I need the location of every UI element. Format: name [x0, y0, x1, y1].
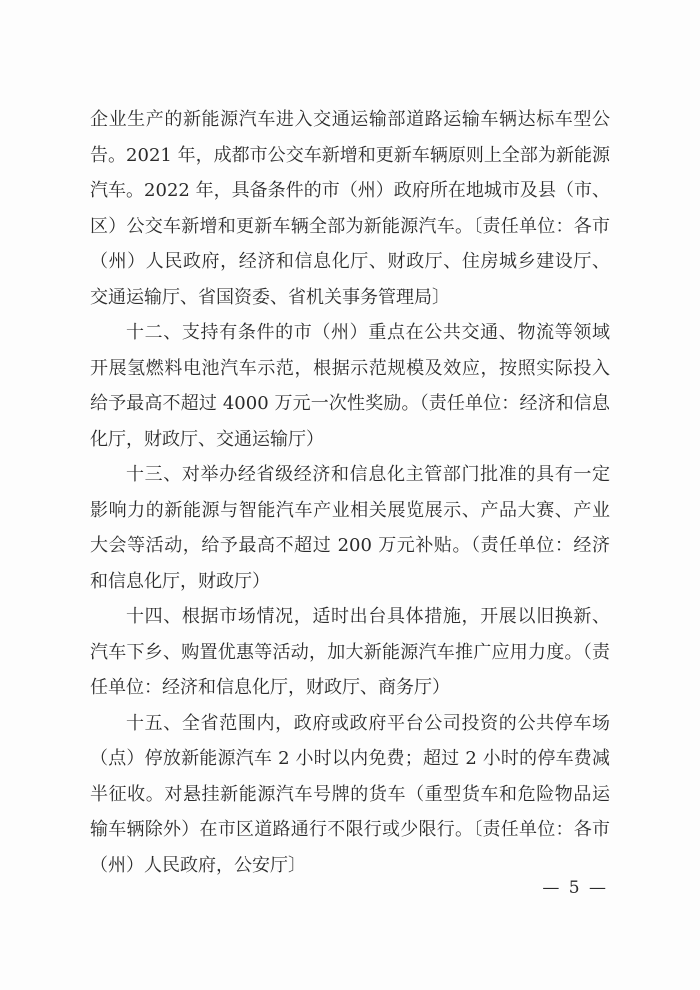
paragraph-item-12: 十二、支持有条件的市（州）重点在公共交通、物流等领域开展氢燃料电池汽车示范，根据示范规模及效应，按照实际投入给予最高不超过 4000 万元一次性奖励。（责任单位：经济和信息化厅，财政厅、交通运输厅） [90, 322, 610, 450]
paragraph-item-13: 十三、对举办经省级经济和信息化主管部门批准的具有一定影响力的新能源与智能汽车产业相关展览展示、产品大赛、产业大会等活动，给予最高不超过 200 万元补贴。（责任单位：经济和信息化厅，财政厅） [90, 464, 610, 592]
paragraph-continuation: 企业生产的新能源汽车进入交通运输部道路运输车辆达标车型公告。2021 年，成都市公交车新增和更新车辆原则上全部为新能源汽车。2022 年，具备条件的市（州）政府所在地城市及县（市、区）公交车新增和更新车辆全部为新能源汽车。〔责任单位：各市（州）人民政府，经济和信息化厅、财政厅、住房城乡建设厅、交通运输厅、省国资委、省机关事务管理局〕 [90, 109, 610, 308]
page-number: — 5 — [542, 878, 608, 898]
paragraph-item-14: 十四、根据市场情况，适时出台具体措施，开展以旧换新、汽车下乡、购置优惠等活动，加大新能源汽车推广应用力度。（责任单位：经济和信息化厅，财政厅、商务厅） [90, 606, 610, 698]
document-body [90, 102, 610, 883]
paragraph-item-15: 十五、全省范围内，政府或政府平台公司投资的公共停车场（点）停放新能源汽车 2 小时以内免费；超过 2 小时的停车费减半征收。对悬挂新能源汽车号牌的货车（重型货车和危险物品运输车辆除外）在市区道路通行不限行或少限行。〔责任单位：各市（州）人民政府，公安厅〕 [90, 712, 610, 876]
